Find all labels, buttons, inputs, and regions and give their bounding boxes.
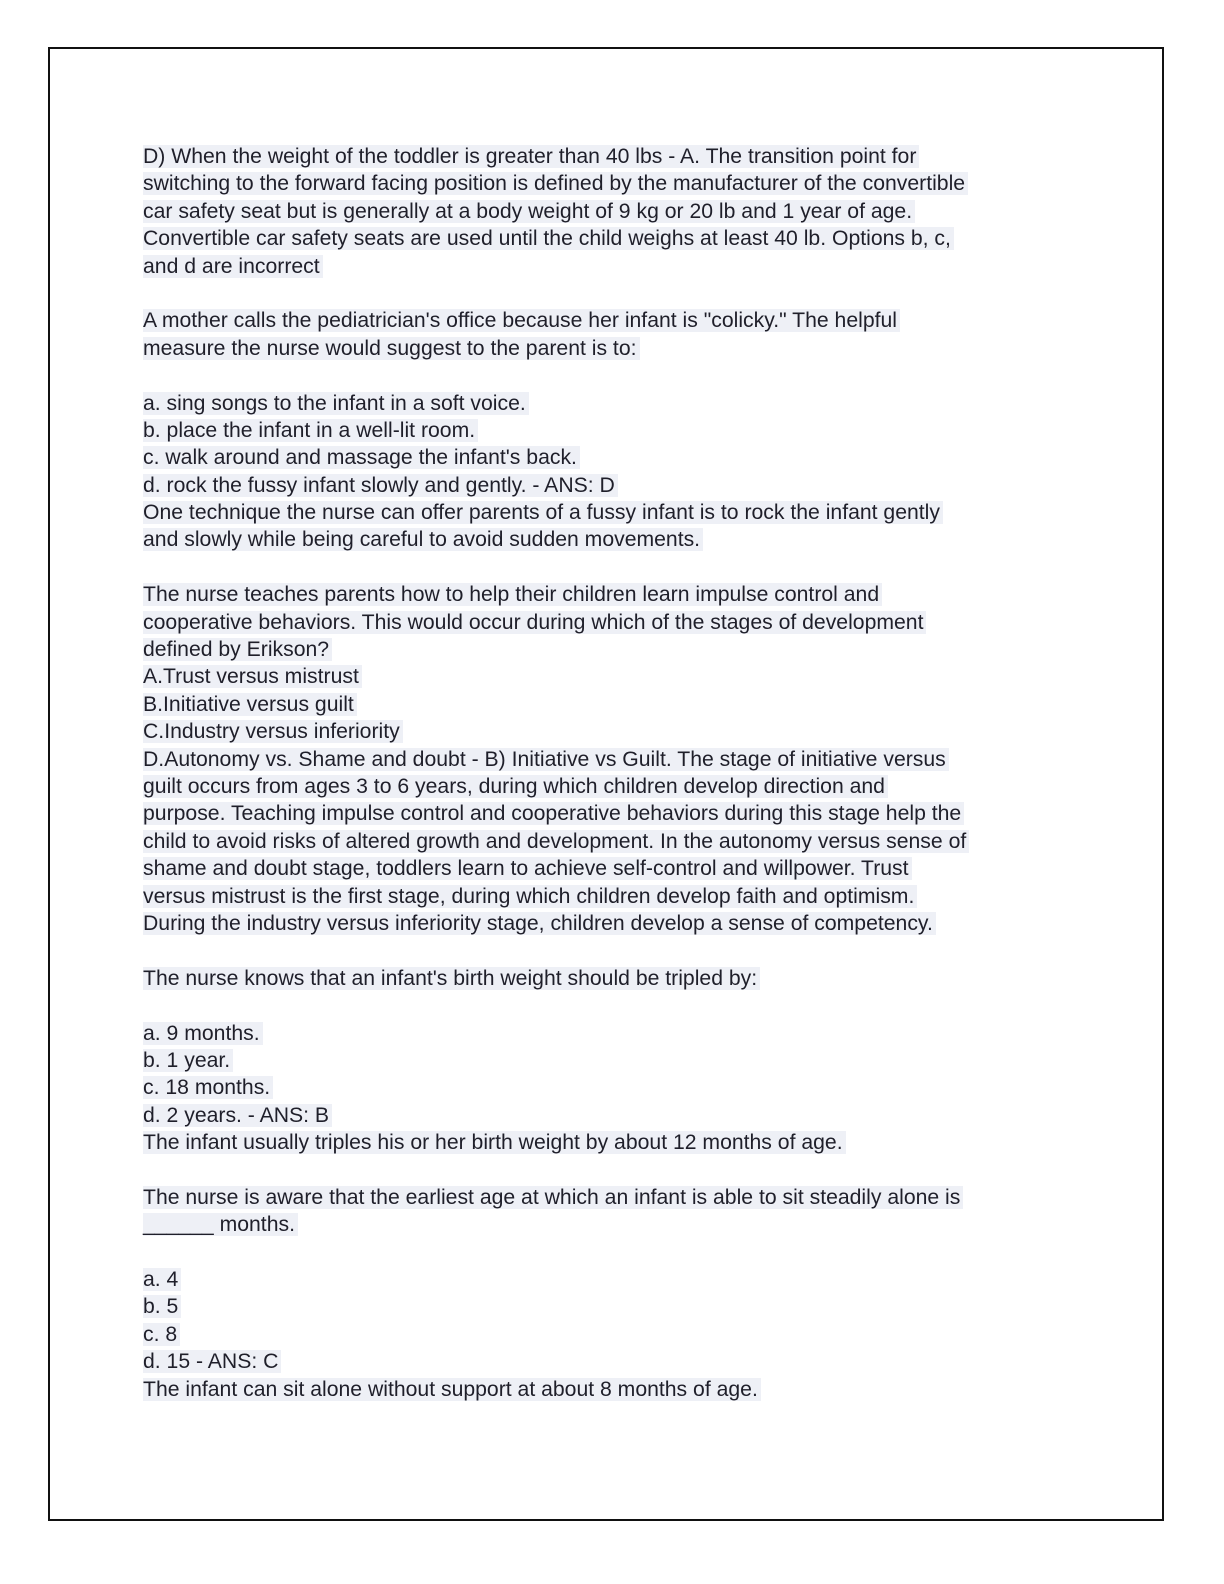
text-span: and d are incorrect — [143, 255, 323, 278]
text-line — [143, 1211, 1083, 1238]
text-line — [143, 855, 1083, 882]
option-line — [143, 417, 1083, 444]
options-sit-alone — [143, 1266, 1083, 1403]
question-sit-alone — [143, 1184, 1083, 1239]
text-span: D) When the weight of the toddler is greater than 40 lbs - A. The transition point for — [143, 145, 919, 168]
question-erikson — [143, 581, 1083, 937]
text-line — [143, 636, 1083, 663]
text-span: ______ months. — [143, 1213, 298, 1236]
document-body — [143, 143, 1083, 1430]
text-span: a. 4 — [143, 1268, 181, 1291]
text-span: Convertible car safety seats are used until the child weighs at least 40 lb. Options b, c, — [143, 227, 954, 250]
option-line — [143, 718, 1083, 745]
text-span: and slowly while being careful to avoid sudden movements. — [143, 528, 703, 551]
text-span: b. 5 — [143, 1295, 181, 1318]
text-span: d. 2 years. - ANS: B — [143, 1104, 332, 1127]
text-line — [143, 910, 1083, 937]
text-line — [143, 883, 1083, 910]
option-line — [143, 390, 1083, 417]
text-line — [143, 1184, 1083, 1211]
text-line — [143, 499, 1083, 526]
option-line — [143, 663, 1083, 690]
text-line — [143, 253, 1083, 280]
text-span: shame and doubt stage, toddlers learn to achieve self-control and willpower. Trust — [143, 857, 912, 880]
options-birth-weight — [143, 1020, 1083, 1157]
question-colicky — [143, 307, 1083, 362]
text-line — [143, 526, 1083, 553]
text-span: a. sing songs to the infant in a soft voice. — [143, 392, 529, 415]
text-span: The infant can sit alone without support at about 8 months of age. — [143, 1378, 761, 1401]
option-line — [143, 472, 1083, 499]
text-span: guilt occurs from ages 3 to 6 years, during which children develop direction and — [143, 775, 888, 798]
text-line — [143, 828, 1083, 855]
option-line — [143, 1047, 1083, 1074]
text-line — [143, 1129, 1083, 1156]
option-line — [143, 1074, 1083, 1101]
text-span: a. 9 months. — [143, 1022, 263, 1045]
option-line — [143, 1266, 1083, 1293]
text-line — [143, 143, 1083, 170]
question-birth-weight — [143, 965, 1083, 992]
text-span: c. walk around and massage the infant's back. — [143, 446, 580, 469]
text-line — [143, 800, 1083, 827]
text-span: c. 18 months. — [143, 1076, 273, 1099]
text-line — [143, 609, 1083, 636]
option-line — [143, 691, 1083, 718]
text-line — [143, 773, 1083, 800]
option-line — [143, 1020, 1083, 1047]
text-line — [143, 1376, 1083, 1403]
text-line — [143, 225, 1083, 252]
text-span: purpose. Teaching impulse control and cooperative behaviors during this stage help the — [143, 802, 964, 825]
text-line — [143, 581, 1083, 608]
text-span: measure the nurse would suggest to the parent is to: — [143, 337, 640, 360]
text-span: One technique the nurse can offer parents of a fussy infant is to rock the infant gently — [143, 501, 943, 524]
text-line — [143, 307, 1083, 334]
text-span: defined by Erikson? — [143, 638, 332, 661]
option-line — [143, 1102, 1083, 1129]
text-line — [143, 335, 1083, 362]
text-span: car safety seat but is generally at a body weight of 9 kg or 20 lb and 1 year of age. — [143, 200, 915, 223]
text-span: cooperative behaviors. This would occur during which of the stages of development — [143, 611, 926, 634]
option-line — [143, 1321, 1083, 1348]
text-span: A mother calls the pediatrician's office because her infant is "colicky." The helpful — [143, 309, 900, 332]
text-span: versus mistrust is the first stage, during which children develop faith and optimism. — [143, 885, 917, 908]
text-span: switching to the forward facing position is defined by the manufacturer of the convertible — [143, 172, 968, 195]
text-span: The nurse knows that an infant's birth weight should be tripled by: — [143, 967, 760, 990]
options-colicky — [143, 390, 1083, 554]
text-span: d. 15 - ANS: C — [143, 1350, 281, 1373]
text-line — [143, 198, 1083, 225]
text-span: The infant usually triples his or her birth weight by about 12 months of age. — [143, 1131, 846, 1154]
text-span: During the industry versus inferiority stage, children develop a sense of competency. — [143, 912, 936, 935]
text-line — [143, 965, 1083, 992]
text-span: d. rock the fussy infant slowly and gently. - ANS: D — [143, 474, 618, 497]
text-span: child to avoid risks of altered growth and development. In the autonomy versus sense of — [143, 830, 969, 853]
option-line — [143, 1348, 1083, 1375]
text-span: The nurse is aware that the earliest age at which an infant is able to sit steadily alone is — [143, 1186, 963, 1209]
option-line — [143, 746, 1083, 773]
option-line — [143, 1293, 1083, 1320]
text-span: B.Initiative versus guilt — [143, 693, 357, 716]
text-span: c. 8 — [143, 1323, 180, 1346]
option-line — [143, 444, 1083, 471]
text-span: The nurse teaches parents how to help their children learn impulse control and — [143, 583, 882, 606]
text-line — [143, 170, 1083, 197]
answer-block-car-seat — [143, 143, 1083, 280]
text-span: C.Industry versus inferiority — [143, 720, 403, 743]
text-span: D.Autonomy vs. Shame and doubt - B) Initiative vs Guilt. The stage of initiative versus — [143, 748, 949, 771]
text-span: b. 1 year. — [143, 1049, 233, 1072]
text-span: b. place the infant in a well-lit room. — [143, 419, 478, 442]
text-span: A.Trust versus mistrust — [143, 665, 362, 688]
